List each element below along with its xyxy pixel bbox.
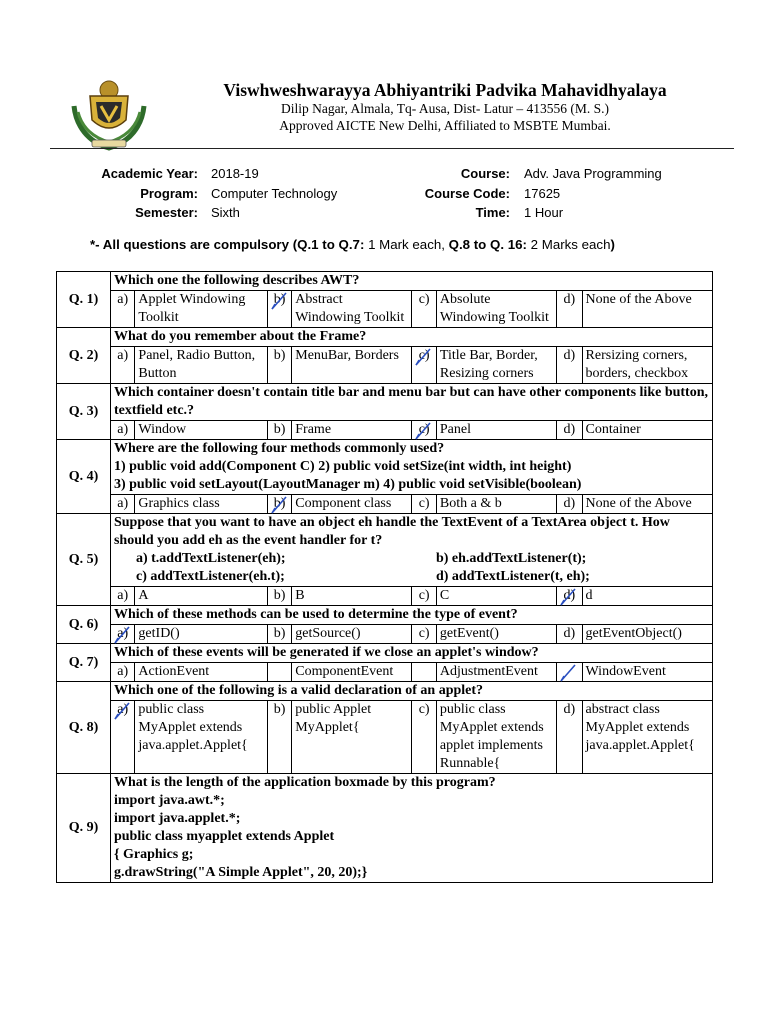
option-label-cell (557, 701, 582, 774)
question-text-line: 3) public void setLayout(LayoutManager m) 4) public void setVisible(boolean) (113, 477, 582, 492)
option-label-cell (267, 625, 291, 644)
option-label-cell (557, 663, 582, 682)
question-text-line: import java.awt.*; (113, 793, 225, 808)
option-label-cell (267, 421, 291, 440)
instructions-mark-2: 2 Marks each (526, 237, 611, 252)
question-row (57, 774, 713, 883)
option-label-cell (412, 291, 436, 328)
option-label-cell (110, 625, 134, 644)
option-label-cell (557, 347, 582, 384)
option-label-cell (412, 587, 436, 606)
option-text: MenuBar, Borders (292, 347, 412, 384)
option-label-cell (557, 625, 582, 644)
time-value: 1 Hour (524, 205, 564, 220)
option-text: d (582, 587, 712, 606)
option-label-cell (557, 495, 582, 514)
answer-tick-icon (559, 587, 577, 607)
option-text: ActionEvent (135, 663, 267, 682)
answer-tick-icon (414, 347, 432, 367)
option-label-cell (412, 663, 436, 682)
option-text: getSource() (292, 625, 412, 644)
option-text: Both a & b (436, 495, 556, 514)
question-number: Q. 1) (57, 272, 111, 328)
question-text-line: Which of these events will be generated if we close an applet's window? (113, 645, 539, 660)
options-row (57, 663, 713, 682)
question-text (110, 384, 712, 421)
option-label-cell (110, 347, 134, 384)
question-row (57, 514, 713, 587)
option-text: Frame (292, 421, 412, 440)
option-text: abstract class MyApplet extends java.applet.Applet{ (582, 701, 712, 774)
institute-approval: Approved AICTE New Delhi, Affiliated to MSBTE Mumbai. (279, 118, 611, 133)
options-row (57, 701, 713, 774)
option-label-cell (110, 663, 134, 682)
option-label: d) (563, 348, 576, 363)
option-text: public class MyApplet extends java.applet.Applet{ (135, 701, 267, 774)
option-label: a) (117, 588, 129, 603)
answer-tick-icon (270, 291, 288, 311)
course-label: Course: (460, 166, 510, 181)
instructions-mark-1: 1 Mark each, (364, 237, 449, 252)
question-number: Q. 5) (57, 514, 111, 606)
option-label: b) (273, 292, 286, 307)
options-row (57, 421, 713, 440)
option-text: Container (582, 421, 712, 440)
answer-tick-icon (113, 701, 131, 721)
option-label-cell (267, 495, 291, 514)
program-label: Program: (140, 185, 198, 201)
option-label: c) (418, 348, 430, 363)
question-text-line: Where are the following four methods commonly used? (113, 441, 445, 456)
option-label: a) (117, 348, 129, 363)
question-text (110, 272, 712, 291)
option-text: Title Bar, Border, Resizing corners (436, 347, 556, 384)
options-row (57, 625, 713, 644)
question-number: Q. 8) (57, 682, 111, 774)
option-text: public class MyApplet extends applet implements Runnable{ (436, 701, 556, 774)
option-label: c) (418, 702, 430, 717)
option-label: d) (563, 702, 576, 717)
sub-option-left: a) t.addTextListener(eh); (135, 551, 286, 566)
option-text: ComponentEvent (292, 663, 412, 682)
option-label-cell (412, 421, 436, 440)
college-emblem-logo (66, 76, 152, 154)
option-text: C (436, 587, 556, 606)
option-text: getEventObject() (582, 625, 712, 644)
sub-option-left: c) addTextListener(eh.t); (135, 569, 285, 584)
institute-name: Viswhweshwarayya Abhiyantriki Padvika Mahavidhyalaya (223, 80, 667, 100)
option-text: AdjustmentEvent (436, 663, 556, 682)
semester-label: Semester: (135, 205, 198, 220)
question-text (110, 514, 712, 587)
academic-year-value: 2018-19 (211, 166, 259, 181)
course-code-value: 17625 (524, 185, 561, 201)
option-label-cell (267, 347, 291, 384)
question-row (57, 272, 713, 291)
academic-year-label: Academic Year: (101, 166, 198, 181)
option-label-cell (110, 291, 134, 328)
option-label: d) (563, 496, 576, 511)
program-value: Computer Technology (211, 185, 338, 201)
question-number: Q. 3) (57, 384, 111, 440)
question-row (57, 644, 713, 663)
option-text: getID() (135, 625, 267, 644)
option-text: Absolute Windowing Toolkit (436, 291, 556, 328)
option-label: c) (418, 292, 430, 307)
question-text (110, 606, 712, 625)
instructions-range-2: Q.8 to Q. 16: (448, 237, 527, 252)
option-label: a) (117, 626, 129, 641)
option-label-cell (412, 495, 436, 514)
question-text (110, 774, 712, 883)
instructions-prefix: *- All questions are compulsory ( (90, 237, 298, 252)
question-row (57, 440, 713, 495)
option-label: b) (273, 588, 286, 603)
option-text: Window (135, 421, 267, 440)
option-label-cell (412, 701, 436, 774)
question-number: Q. 4) (57, 440, 111, 514)
option-label: a) (117, 664, 129, 679)
option-label: c) (418, 588, 430, 603)
option-label-cell (267, 701, 291, 774)
question-number: Q. 6) (57, 606, 111, 644)
option-label: a) (117, 292, 129, 307)
question-text (110, 644, 712, 663)
option-label-cell (110, 495, 134, 514)
question-text-line: g.drawString("A Simple Applet", 20, 20);} (113, 865, 368, 880)
options-row (57, 291, 713, 328)
institute-block (150, 80, 740, 134)
option-label-cell (557, 587, 582, 606)
question-number: Q. 7) (57, 644, 111, 682)
option-label: b) (273, 702, 286, 717)
option-text: A (135, 587, 267, 606)
question-text-line: Which one of the following is a valid declaration of an applet? (113, 683, 484, 698)
sub-option-right: d) addTextListener(t, eh); (435, 569, 590, 584)
meta-right-values (524, 164, 744, 223)
option-label-cell (412, 625, 436, 644)
option-text: B (292, 587, 412, 606)
option-text: Panel (436, 421, 556, 440)
option-text: Rersizing corners, borders, checkbox (582, 347, 712, 384)
questions-body (57, 272, 713, 883)
option-text: Component class (292, 495, 412, 514)
option-label-cell (110, 587, 134, 606)
option-text: None of the Above (582, 291, 712, 328)
option-label: d) (563, 588, 576, 603)
course-code-label: Course Code: (424, 185, 510, 201)
option-label: a) (117, 422, 129, 437)
question-text-line: What is the length of the application boxmade by this program? (113, 775, 496, 790)
questions-table (56, 271, 713, 883)
answer-tick-icon (270, 495, 288, 515)
header-divider (50, 148, 734, 149)
option-label-cell (267, 291, 291, 328)
meta-right-labels (400, 164, 510, 223)
course-value: Adv. Java Programming (524, 166, 662, 181)
question-row (57, 384, 713, 421)
option-text: Panel, Radio Button, Button (135, 347, 267, 384)
option-text: public Applet MyApplet{ (292, 701, 412, 774)
option-label: d) (563, 626, 576, 641)
sub-option-right: b) eh.addTextListener(t); (435, 551, 587, 566)
question-text (110, 682, 712, 701)
question-number: Q. 2) (57, 328, 111, 384)
option-text: getEvent() (436, 625, 556, 644)
question-text-line: Which of these methods can be used to determine the type of event? (113, 607, 518, 622)
instructions-line (90, 237, 750, 252)
option-label-cell (267, 587, 291, 606)
instructions-suffix: ) (610, 237, 615, 252)
option-label: c) (418, 626, 430, 641)
option-label: b) (273, 422, 286, 437)
instructions-range-1: Q.1 to Q.7: (297, 237, 365, 252)
question-text-line: public class myapplet extends Applet (113, 829, 335, 844)
question-text-line: Which container doesn't contain title bar and menu bar but can have other components like button, textfield etc.? (113, 385, 709, 418)
question-number: Q. 9) (57, 774, 111, 883)
question-text (110, 440, 712, 495)
sub-option-row (114, 550, 709, 568)
question-row (57, 328, 713, 347)
answer-tick-icon (414, 421, 432, 441)
question-text-line: What do you remember about the Frame? (113, 329, 367, 344)
option-label: d) (563, 292, 576, 307)
time-label: Time: (475, 205, 510, 220)
option-label-cell (110, 701, 134, 774)
option-label: b) (273, 626, 286, 641)
semester-value: Sixth (211, 205, 240, 220)
answer-tick-icon (113, 625, 131, 645)
meta-left-labels (70, 164, 198, 223)
question-text-line: import java.applet.*; (113, 811, 241, 826)
options-row (57, 347, 713, 384)
option-label: c) (418, 496, 430, 511)
option-label-cell (557, 421, 582, 440)
question-row (57, 606, 713, 625)
option-text: Abstract Windowing Toolkit (292, 291, 412, 328)
document-header (0, 0, 768, 150)
question-text (110, 328, 712, 347)
option-label: b) (273, 348, 286, 363)
option-text: WindowEvent (582, 663, 712, 682)
option-label: d) (563, 422, 576, 437)
option-label-cell (557, 291, 582, 328)
question-text-line: Which one the following describes AWT? (113, 273, 360, 288)
institute-address: Dilip Nagar, Almala, Tq- Ausa, Dist- Latur – 413556 (M. S.) (280, 101, 610, 116)
question-row (57, 682, 713, 701)
option-text: Graphics class (135, 495, 267, 514)
option-label: a) (117, 496, 129, 511)
options-row (57, 495, 713, 514)
option-label: b) (273, 496, 286, 511)
question-text-line: { Graphics g; (113, 847, 194, 862)
option-text: None of the Above (582, 495, 712, 514)
option-label-cell (267, 663, 291, 682)
option-text: Applet Windowing Toolkit (135, 291, 267, 328)
option-label-cell (412, 347, 436, 384)
question-text-line: 1) public void add(Component C) 2) public void setSize(int width, int height) (113, 459, 572, 474)
question-text-line: Suppose that you want to have an object eh handle the TextEvent of a TextArea object t. How should you add eh as the event handler for t? (113, 515, 670, 548)
options-row (57, 587, 713, 606)
option-label-cell (110, 421, 134, 440)
sub-option-row (114, 568, 709, 586)
option-label: c) (418, 422, 430, 437)
option-label: a) (117, 702, 129, 717)
answer-tick-icon (559, 663, 577, 683)
